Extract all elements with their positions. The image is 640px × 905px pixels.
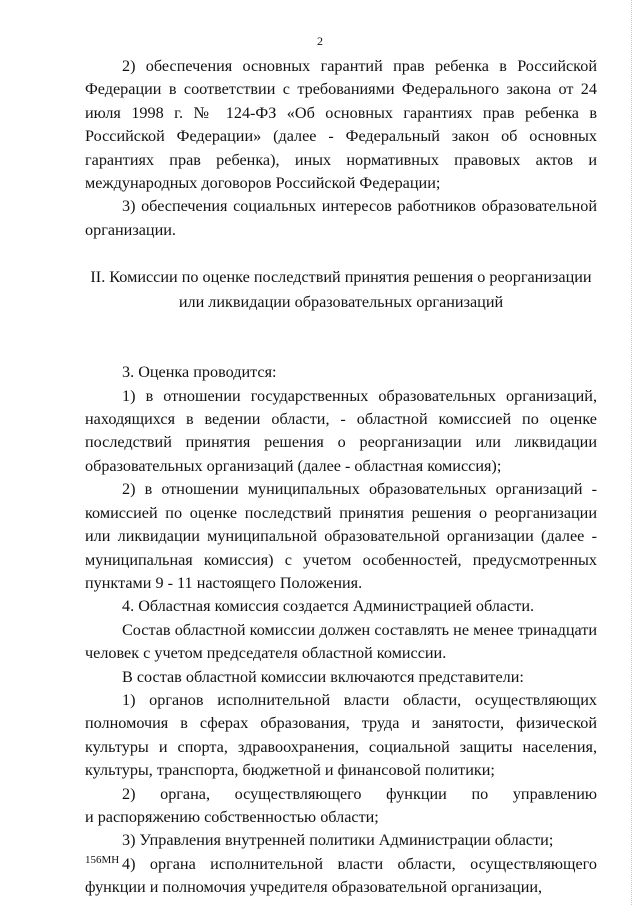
paragraph-executive-bodies: 1) органов исполнительной власти области, осуществляющих полномочия в сферах образования, труда и занятости, физической культуры и спорта, здравоохранения, социальной защиты населения, культуры, транспорта, бюджетной и финансовой политики; (85, 690, 597, 780)
scan-edge-dots (631, 0, 633, 905)
page-number: 2 (317, 34, 323, 48)
word: 2) (122, 784, 136, 803)
paragraph-commission-size: Состав областной комиссии должен составлять не менее тринадцати человек с учетом председателя областной комиссии. (85, 620, 597, 663)
word: органа, (160, 784, 210, 803)
word: функции (386, 784, 447, 803)
paragraph-property-body-line (85, 783, 597, 806)
paragraph-internal-policy: 3) Управления внутренней политики Администрации области; (122, 831, 554, 850)
word: управлению (512, 784, 597, 803)
paragraph-state-organizations: 1) в отношении государственных образовательных организаций, находящихся в ведении области, - областной комиссией по оценке последствий принятия решения о реорганизации или ликвидации образовательных организаций (далее - областная комиссия); (85, 386, 597, 475)
paragraph-property-body-continuation: и распоряжению собственностью области; (85, 807, 379, 826)
paragraph-commission-members: В состав областной комиссии включаются представители: (122, 667, 524, 686)
paragraph-commission-created: 4. Областная комиссия создается Администрацией области. (122, 597, 535, 616)
word: по (471, 784, 489, 803)
document-code: 156МН (85, 854, 120, 866)
paragraph-social-interests: 3) обеспечения социальных интересов работников образовательной организации. (85, 197, 597, 239)
paragraph-assessment-intro: 3. Оценка проводится: (122, 363, 277, 382)
document-body (85, 55, 597, 900)
paragraph-municipal-organizations: 2) в отношении муниципальных образовательных организаций - комиссией по оценке последствий принятия решения о реорганизации или ликвидации муниципальной образовательной организации (далее - муниципальная комиссия) с учетом особенностей, предусмотренных пунктами 9 - 11 настоящего Положения. (85, 480, 597, 592)
paragraph-founder-body: 4) органа исполнительной власти области, осуществляющего функции и полномочия учредителя образовательной организации, (85, 854, 597, 897)
paragraph-guarantees: 2) обеспечения основных гарантий прав ребенка в Российской Федерации в соответствии с требованиями Федерального закона от 24 июля 1998 г. № 124-ФЗ «Об основных гарантиях прав ребенка в Российской Федерации» (далее - Федеральный закон об основных гарантиях прав ребенка), иных нормативных правовых актов и международных договоров Российской Федерации; (85, 57, 597, 193)
word: осуществляющего (234, 784, 362, 803)
section-heading: II. Комиссии по оценке последствий принятия решения о реорганизации или ликвидации образовательных организаций (90, 268, 592, 312)
